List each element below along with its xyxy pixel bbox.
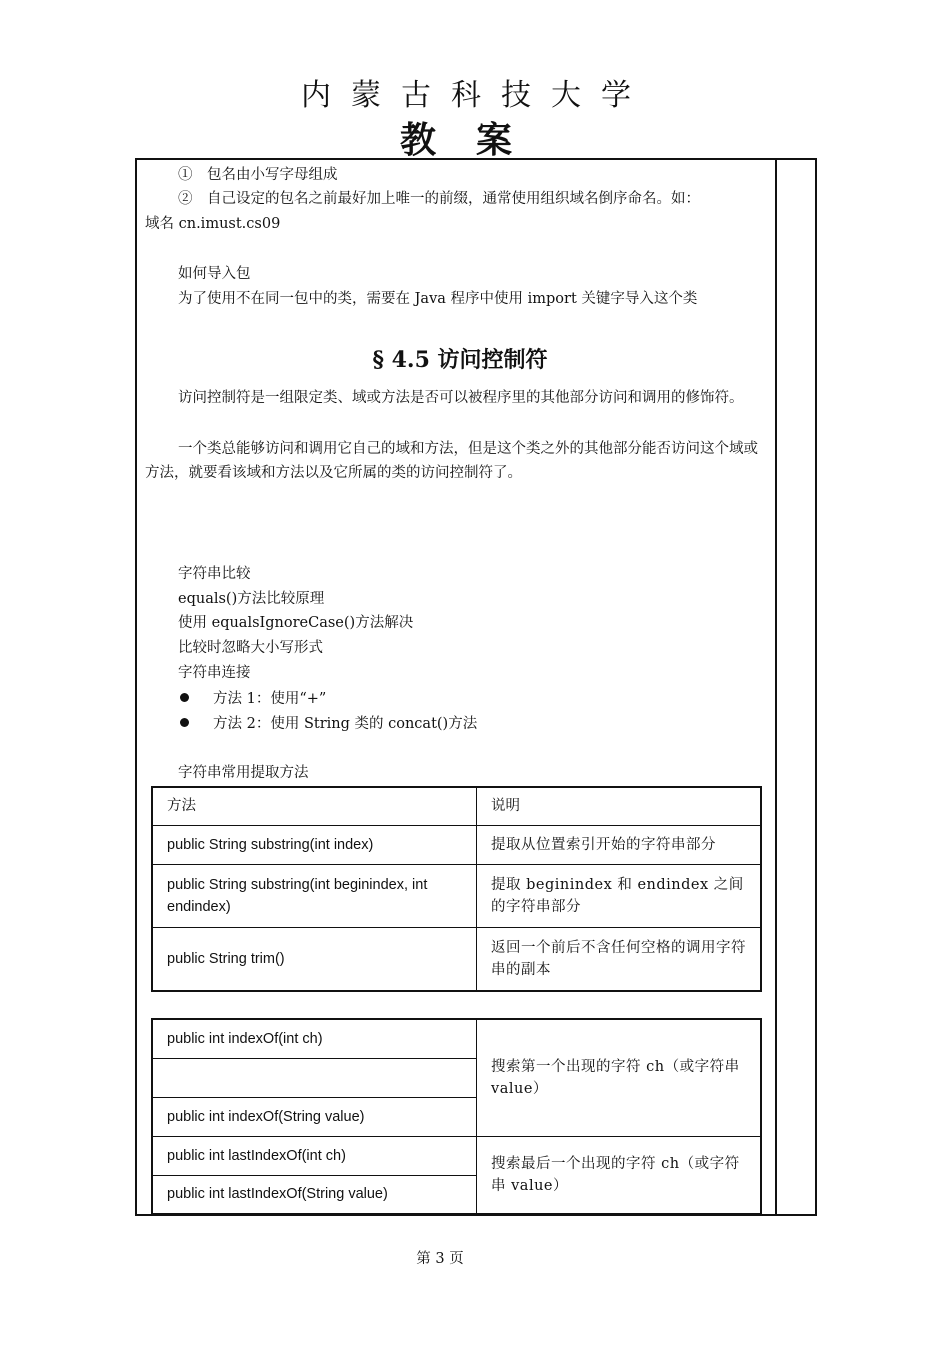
method-cell: public int lastIndexOf(String value)	[152, 1175, 477, 1214]
package-rule-2: ② 自己设定的包名之前最好加上唯一的前缀，通常使用组织域名倒序命名。如：	[178, 191, 700, 207]
extract-methods-table	[151, 786, 762, 992]
bullet-icon	[180, 718, 189, 727]
method-cell: public int indexOf(int ch)	[152, 1019, 477, 1058]
search-methods-table	[151, 1018, 762, 1215]
import-text: 为了使用不在同一包中的类，需要在 Java 程序中使用 import 关键字导入这个类	[178, 291, 698, 307]
concat-bullet-1: 方法 1：使用“+”	[180, 687, 326, 711]
table-row	[152, 927, 761, 991]
extract-methods-heading: 字符串常用提取方法	[178, 765, 309, 781]
method-cell: public String substring(int beginindex, int endindex)	[152, 864, 477, 927]
description-cell: 搜索第一个出现的字符 ch（或字符串 value）	[477, 1019, 762, 1136]
method-cell: public String trim()	[152, 927, 477, 991]
frame-right-column-divider	[775, 158, 777, 1216]
table-header-row	[152, 787, 761, 825]
method-cell	[152, 1058, 477, 1097]
concat-bullet-2: 方法 2：使用 String 类的 concat()方法	[180, 712, 477, 736]
description-cell: 搜索最后一个出现的字符 ch（或字符串 value）	[477, 1136, 762, 1214]
section-paragraph-1: 访问控制符是一组限定类、域或方法是否可以被程序里的其他部分访问和调用的修饰符。	[178, 390, 744, 406]
import-heading: 如何导入包	[178, 266, 251, 282]
university-name: 内蒙古科技大学	[301, 78, 651, 113]
string-compare-heading: 字符串比较	[178, 566, 251, 582]
page-number: 第 3 页	[416, 1251, 464, 1267]
method-cell: public int indexOf(String value)	[152, 1097, 477, 1136]
package-rule-2-cont: 域名 cn.imust.cs09	[145, 216, 281, 232]
package-rule-1: ① 包名由小写字母组成	[178, 167, 338, 183]
document-title: 教案	[399, 119, 552, 161]
description-cell: 提取 beginindex 和 endindex 之间的字符串部分	[477, 864, 762, 927]
method-cell: public String substring(int index)	[152, 825, 477, 864]
table-row	[152, 825, 761, 864]
section-heading: § 4.5 访问控制符	[372, 347, 548, 373]
table-row	[152, 1019, 761, 1058]
method-cell: public int lastIndexOf(int ch)	[152, 1136, 477, 1175]
equals-principle: equals()方法比较原理	[178, 591, 325, 607]
header-method: 方法	[152, 787, 477, 825]
bullet-icon	[180, 693, 189, 702]
equals-ignore-case: 使用 equalsIgnoreCase()方法解决	[178, 615, 414, 631]
header-description: 说明	[477, 787, 762, 825]
string-concat-heading: 字符串连接	[178, 665, 251, 681]
table-row	[152, 864, 761, 927]
section-paragraph-2: 一个类总能够访问和调用它自己的域和方法，但是这个类之外的其他部分能否访问这个域或方法，就要看该域和方法以及它所属的类的访问控制符了。	[145, 441, 758, 481]
ignore-case-note: 比较时忽略大小写形式	[178, 640, 323, 656]
table-row	[152, 1136, 761, 1175]
description-cell: 返回一个前后不含任何空格的调用字符串的副本	[477, 927, 762, 991]
description-cell: 提取从位置索引开始的字符串部分	[477, 825, 762, 864]
